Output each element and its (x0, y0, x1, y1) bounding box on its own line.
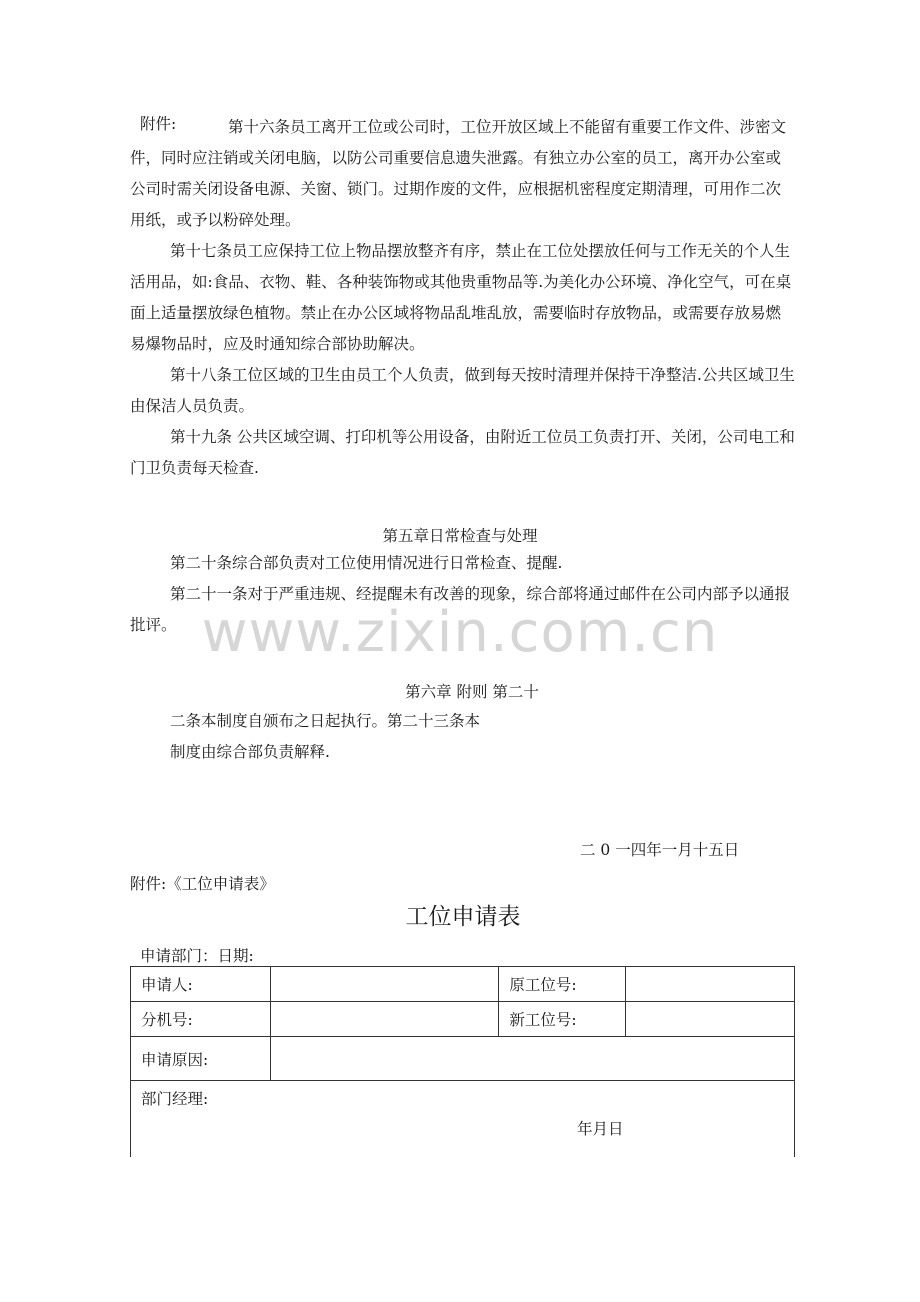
manager-label: 部门经理: (141, 1090, 209, 1108)
attachment-label: 附件: (140, 115, 177, 133)
chapter-5-heading: 第五章日常检查与处理 (382, 527, 538, 545)
article-23: 制度由综合部负责解释. (170, 743, 330, 761)
form-row-reason (131, 1037, 795, 1081)
extension-label: 分机号: (131, 1002, 271, 1037)
new-seat-field[interactable] (626, 1002, 795, 1037)
attachment-note: 附件:《工位申请表》 (130, 875, 275, 893)
applicant-field[interactable] (270, 967, 499, 1002)
form-title: 工位申请表 (405, 904, 521, 930)
reason-field[interactable] (270, 1037, 794, 1081)
article-16: 第十六条员工离开工位或公司时，工位开放区域上不能留有重要工作文件、涉密文件，同时应注销或关闭电脑，以防公司重要信息遗失泄露。有独立办公室的员工，离开办公室或公司时需关闭设备电源、关窗、锁门。过期作废的文件，应根据机密程度定期清理，可用作二次用纸，或予以粉碎处理。 (130, 118, 787, 229)
old-seat-label: 原工位号: (499, 967, 626, 1002)
article-22: 二条本制度自颁布之日起执行。第二十三条本 (170, 712, 481, 730)
watermark: www.zixin.com.cn (201, 600, 719, 665)
form-row-applicant (131, 967, 795, 1002)
form-row-extension (131, 1002, 795, 1037)
applicant-label: 申请人: (131, 967, 271, 1002)
extension-field[interactable] (270, 1002, 499, 1037)
chapter-6-heading: 第六章 附则 第二十 (405, 683, 539, 701)
manager-date: 年月日 (577, 1120, 624, 1138)
application-form (130, 966, 795, 1157)
form-meta: 申请部门：日期: (140, 947, 254, 965)
manager-cell[interactable] (131, 1081, 795, 1158)
article-20: 第二十条综合部负责对工位使用情况进行日常检查、提醒. (170, 554, 563, 572)
article-19: 第十九条 公共区域空调、打印机等公用设备，由附近工位员工负责打开、关闭，公司电工和门卫负责每天检查. (130, 428, 795, 477)
reason-label: 申请原因: (131, 1037, 271, 1081)
old-seat-field[interactable] (626, 967, 795, 1002)
article-18: 第十八条工位区域的卫生由员工个人负责，做到每天按时清理并保持干净整洁.公共区域卫生由保洁人员负责。 (130, 366, 795, 415)
article-21: 第二十一条对于严重违规、经提醒未有改善的现象，综合部将通过邮件在公司内部予以通报批评。 (130, 585, 791, 634)
article-17: 第十七条员工应保持工位上物品摆放整齐有序，禁止在工位处摆放任何与工作无关的个人生活用品，如:食品、衣物、鞋、各种装饰物或其他贵重物品等.为美化办公环境、净化空气，可在桌面上适量摆放绿色植物。禁止在办公区域将物品乱堆乱放，需要临时存放物品，或需要存放易燃易爆物品时，应及时通知综合部协助解决。 (130, 242, 792, 353)
form-row-manager (131, 1081, 795, 1158)
new-seat-label: 新工位号: (499, 1002, 626, 1037)
document-date: 二 0 一四年一月十五日 (580, 841, 740, 859)
